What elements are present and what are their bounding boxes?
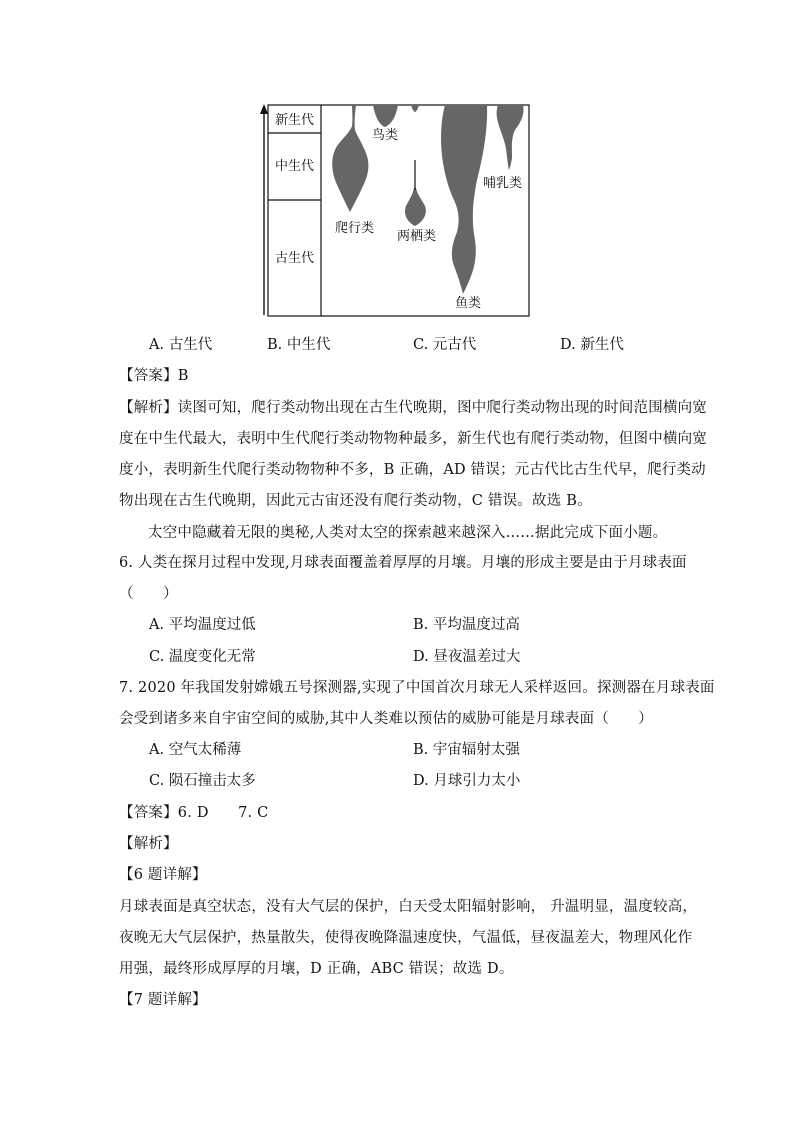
q5-option-a: A. 古生代: [149, 337, 213, 353]
q6-option-b: B. 平均温度过高: [413, 617, 520, 633]
section-intro: 太空中隐藏着无限的奥秘,人类对太空的探索越来越深入……据此完成下面小题。: [148, 525, 668, 541]
q7-stem-line-1: 7. 2020 年我国发射嫦娥五号探测器,实现了中国首次月球无人采样返回。探测器在月球表面: [119, 680, 715, 696]
q5-analysis-line-2: 度在中生代最大，表明中生代爬行类动物物种最多，新生代也有爬行类动物，但图中横向宽: [119, 431, 707, 447]
label-fish: 鱼类: [455, 296, 482, 311]
q7-option-d: D. 月球引力太小: [413, 773, 521, 789]
label-reptiles: 爬行类: [335, 221, 375, 236]
q7-stem-line-2: 会受到诸多来自宇宙空间的威胁,其中人类难以预估的威胁可能是月球表面（ ）: [119, 711, 654, 727]
bird-shape: [373, 105, 398, 127]
q6-stem-line-2: （ ）: [119, 586, 178, 602]
q6-option-a: A. 平均温度过低: [149, 617, 256, 633]
fish-shape: [441, 105, 487, 294]
answers-6-7: 【答案】6. D 7. C: [119, 805, 269, 821]
q5-analysis-line-4: 物出现在古生代晚期，因此元古宙还没有爬行类动物，C 错误。故选 B。: [119, 493, 592, 509]
q7-option-a: A. 空气太稀薄: [149, 742, 242, 758]
q5-analysis-line-1: 【解析】读图可知，爬行类动物出现在古生代晚期，图中爬行类动物出现的时间范围横向宽: [119, 400, 707, 416]
label-mammals: 哺乳类: [483, 176, 523, 191]
q5-analysis-line-3: 度小，表明新生代爬行类动物物种不多，B 正确，AD 错误；元古代比古生代早，爬行类动: [119, 462, 706, 478]
amphibian-shape: [411, 105, 419, 112]
label-birds: 鸟类: [372, 128, 399, 143]
q7-option-c: C. 陨石撞击太多: [149, 773, 256, 789]
era-mesozoic: 中生代: [275, 159, 315, 174]
q5-option-c: C. 元古代: [413, 337, 477, 353]
evolution-figure: [255, 100, 535, 322]
analysis-heading: 【解析】: [119, 836, 178, 852]
evolution-diagram: [255, 100, 535, 322]
q6-option-c: C. 温度变化无常: [149, 649, 256, 665]
q6-detail-line-2: 夜晚无大气层保护，热量散失，使得夜晚降温速度快，气温低，昼夜温差大，物理风化作: [119, 930, 693, 946]
q6-detail-line-3: 用强，最终形成厚厚的月壤，D 正确，ABC 错误；故选 D。: [119, 961, 514, 977]
q6-detail-heading: 【6 题详解】: [119, 867, 207, 883]
q7-detail-heading: 【7 题详解】: [119, 992, 207, 1008]
q7-option-b: B. 宇宙辐射太强: [413, 742, 520, 758]
q6-stem-line-1: 6. 人类在探月过程中发现,月球表面覆盖着厚厚的月壤。月壤的形成主要是由于月球表面: [119, 555, 687, 571]
q6-option-d: D. 昼夜温差过大: [413, 649, 521, 665]
arrow-head-icon: [260, 104, 268, 114]
label-amphibians: 两栖类: [397, 229, 437, 244]
q5-answer: 【答案】B: [119, 368, 189, 384]
amphibian-body-shape: [405, 188, 426, 226]
q5-option-d: D. 新生代: [560, 337, 624, 353]
mammal-shape: [497, 105, 524, 170]
reptile-shape: [332, 105, 368, 212]
q6-detail-line-1: 月球表面是真空状态，没有大气层的保护，白天受太阳辐射影响， 升温明显，温度较高，: [119, 899, 698, 915]
era-paleozoic: 古生代: [275, 251, 315, 266]
era-cenozoic: 新生代: [275, 113, 315, 128]
q5-option-b: B. 中生代: [267, 337, 331, 353]
